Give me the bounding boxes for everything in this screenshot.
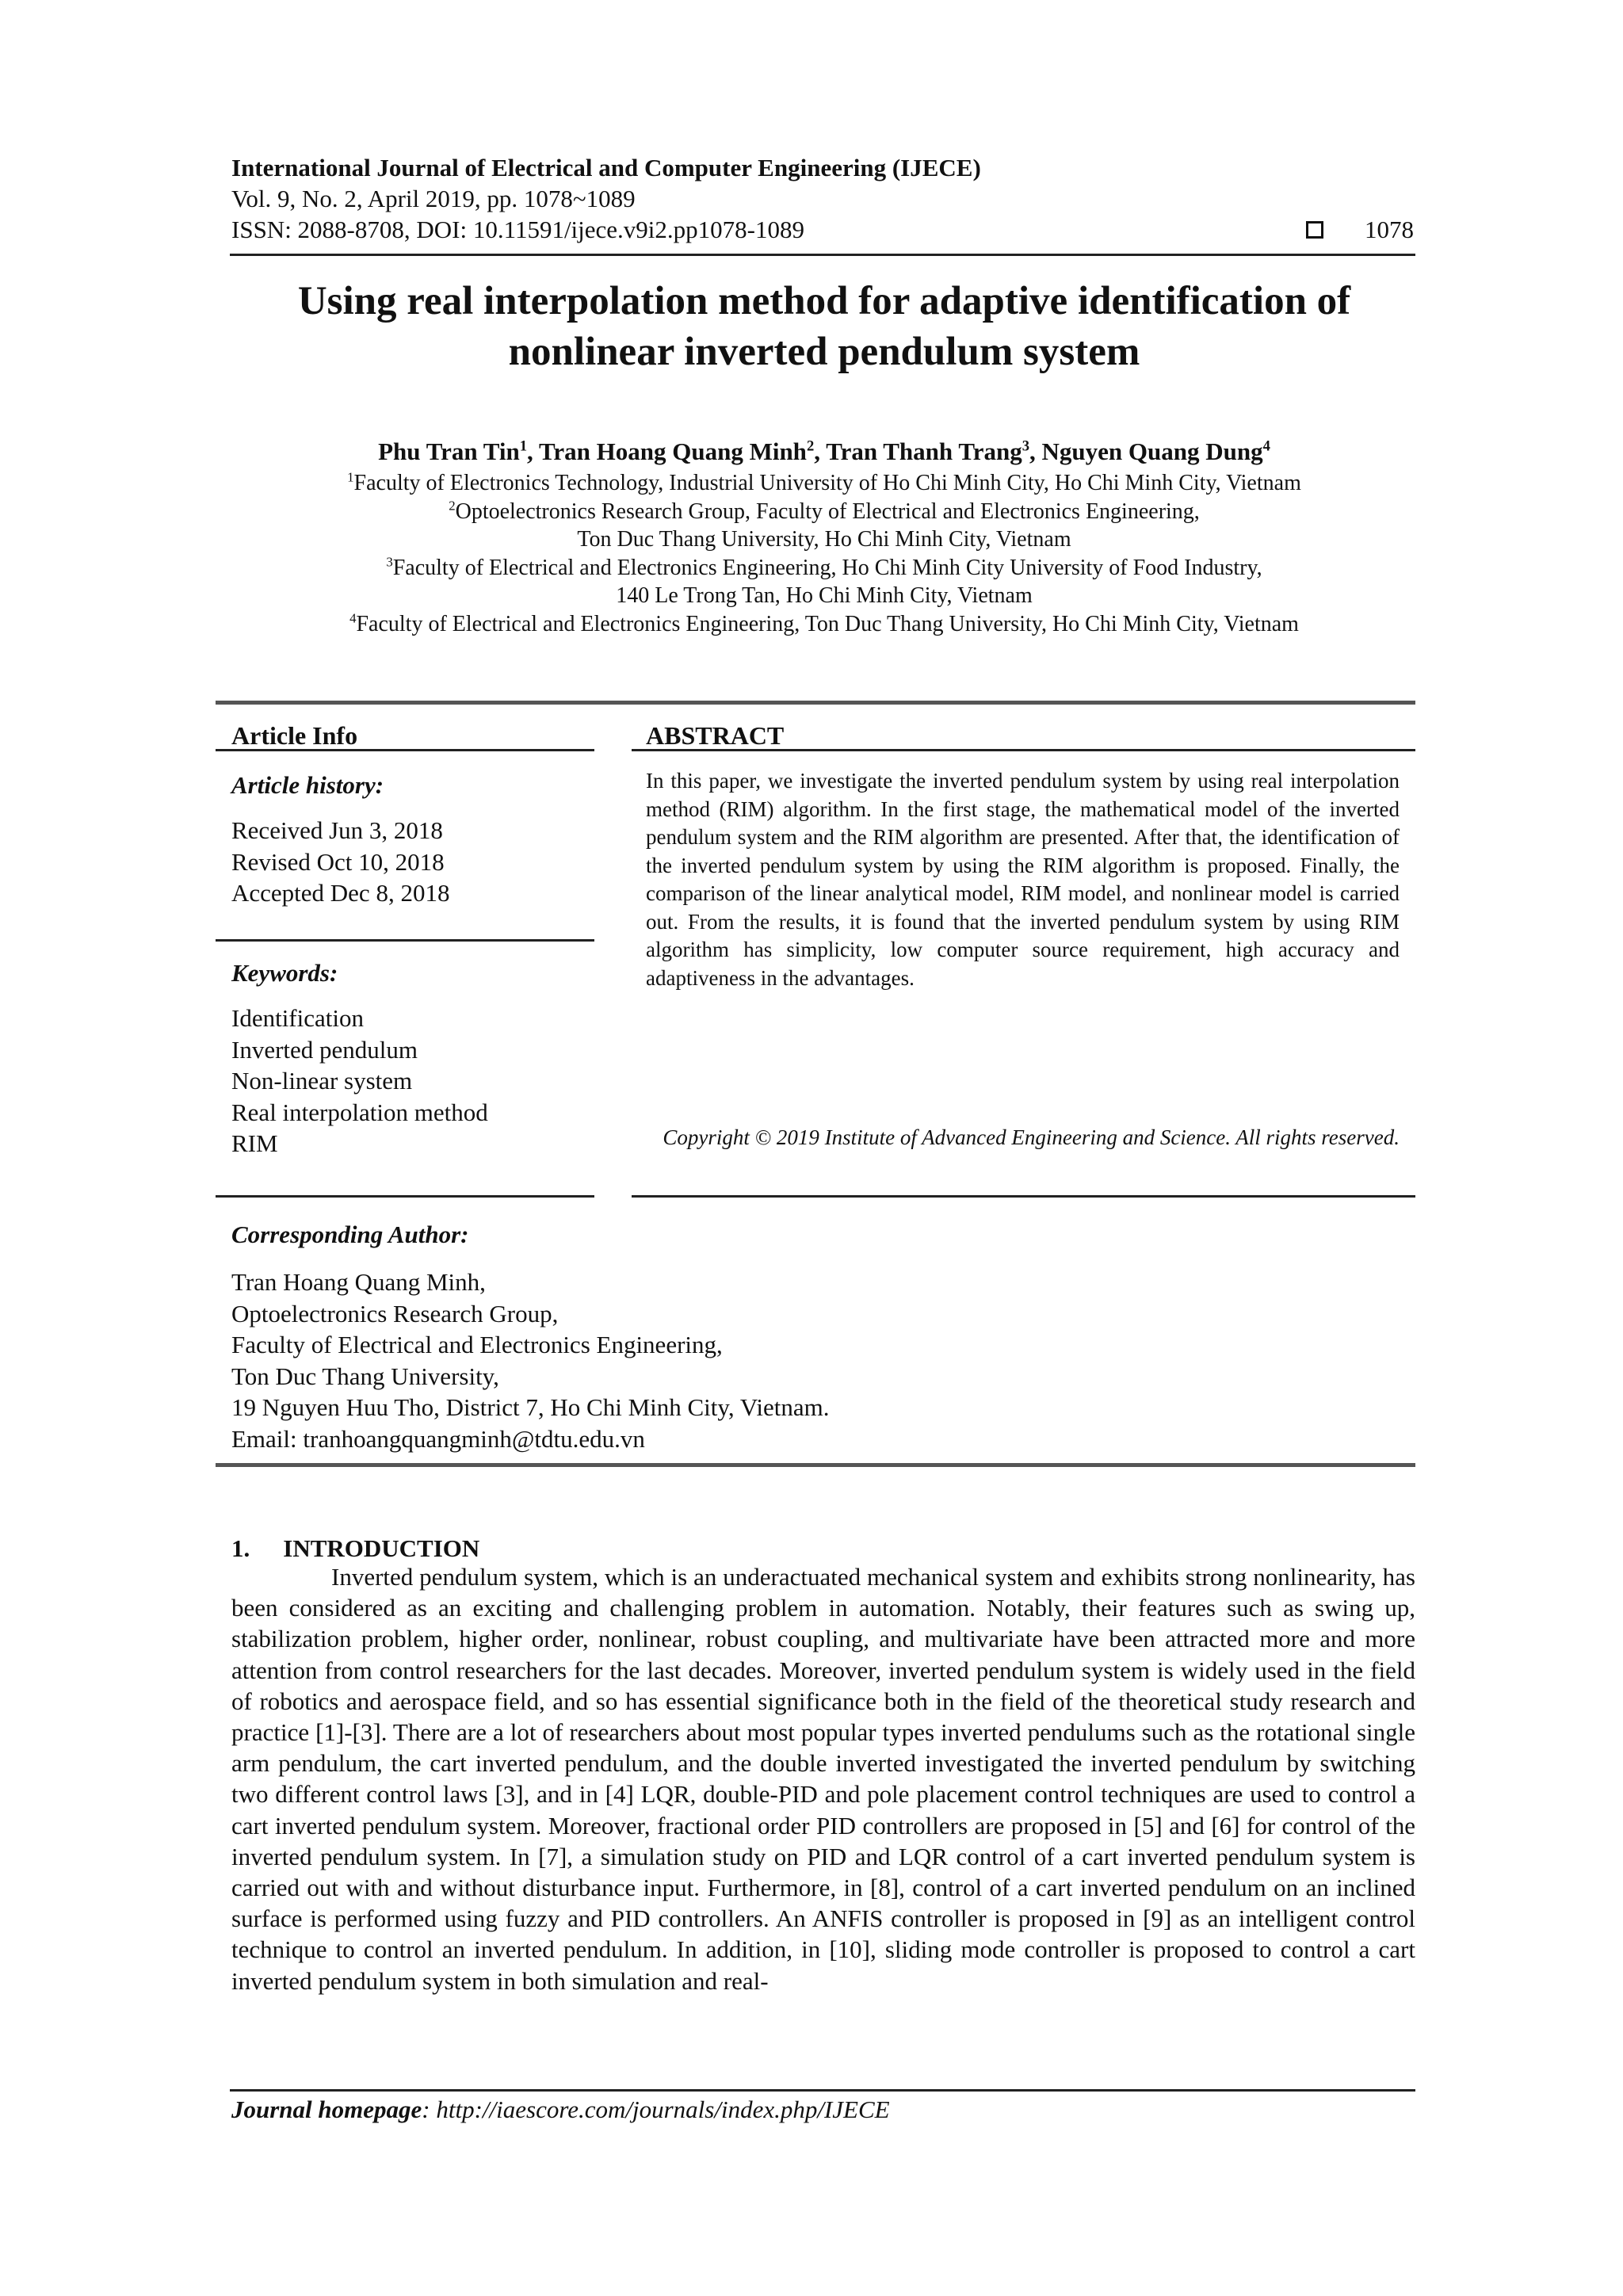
section-number: 1. (231, 1534, 250, 1562)
issn-doi: ISSN: 2088-8708, DOI: 10.11591/ijece.v9i2.pp1078-1089 (231, 216, 804, 243)
article-history-heading: Article history: (231, 771, 384, 799)
keyword: Real interpolation method (231, 1098, 488, 1126)
section-title: INTRODUCTION (283, 1534, 480, 1562)
abstract-body: In this paper, we investigate the inverted pendulum system by using real interpolation method (RIM) algorithm. In the first stage, the mathematical model of the inverted pendulum system and the RIM algorithm are presented. After that, the identification of the inverted pendulum system by using the RIM algorithm is proposed. Finally, the comparison of the linear analytical model, RIM model, and nonlinear model is carried out. From the results, it is found that the inverted pendulum system by using RIM algorithm has simplicity, low computer source requirement, high accuracy and adaptiveness in the advantages. (646, 769, 1400, 990)
author-mark: 1 (519, 437, 528, 455)
article-history (231, 815, 449, 909)
header-divider (230, 254, 1415, 256)
copyright-notice: Copyright © 2019 Institute of Advanced Engineering and Science. All rights reserved. (663, 1125, 1400, 1149)
info-bottom-rule (216, 1463, 1415, 1467)
abstract-bottom-rule (632, 1195, 1415, 1198)
checkbox-square-icon (1306, 221, 1323, 239)
keywords-bottom-rule (216, 1195, 594, 1198)
faculty-line: Faculty of Electrical and Electronics Engineering, (231, 1331, 723, 1358)
affiliation-line: $^2$Optoelectronics Research Group, Faculty of Electrical and Electronics Engineering, (449, 498, 1200, 524)
keyword: Non-linear system (231, 1067, 413, 1095)
article-info-heading: Article Info (231, 721, 358, 750)
accepted-date: Accepted Dec 8, 2018 (231, 879, 450, 907)
keyword: Inverted pendulum (231, 1035, 418, 1064)
author-list: Phu Tran Tin$^1$, Tran Hoang Quang Minh$^2$, Tran Thanh Trang$^3$, Nguyen Quang Dung$^4$ (378, 437, 1270, 465)
info-top-rule (216, 701, 1415, 705)
affiliation-list (158, 469, 1490, 638)
revised-date: Revised Oct 10, 2018 (231, 847, 445, 876)
title-line-2: nonlinear inverted pendulum system (508, 330, 1140, 374)
corresponding-author-heading: Corresponding Author: (231, 1221, 469, 1248)
author-mark: 2 (806, 437, 815, 455)
keyword-list (231, 1003, 488, 1159)
keywords-heading: Keywords: (231, 959, 338, 987)
affiliation-line: Ton Duc Thang University, Ho Chi Minh City, Vietnam (577, 527, 1071, 552)
author-name: Tran Thanh Trang (826, 437, 1022, 465)
journal-name: International Journal of Electrical and Computer Engineering (IJECE) (231, 154, 981, 181)
introduction-heading (231, 1534, 479, 1563)
history-keywords-divider (216, 939, 594, 942)
author-name: Phu Tran Tin (378, 437, 520, 465)
email-line: Email: tranhoangquangminh@tdtu.edu.vn (231, 1424, 645, 1453)
volume-info: Vol. 9, No. 2, April 2019, pp. 1078~1089 (231, 185, 636, 212)
author-mark: 4 (1262, 437, 1270, 455)
address-line: 19 Nguyen Huu Tho, District 7, Ho Chi Minh City, Vietnam. (231, 1393, 830, 1421)
author-mark: 3 (1022, 437, 1030, 455)
author-name-line: Tran Hoang Quang Minh, (231, 1268, 486, 1296)
introduction-body: Inverted pendulum system, which is an underactuated mechanical system and exhibits strong nonlinearity, has been considered as an exciting and challenging problem in automation. Notably, their features such as swing up, stabilization problem, higher order, nonlinear, robust coupling, and multivariate have been attracted more and more attention from control researchers for the last decades. Moreover, inverted pendulum system is widely used in the field of robotics and aerospace field, and so has essential significance both in the field of the theoretical study research and practice [1]-[3]. There are a lot of researchers about most popular types inverted pendulums such as the rotational single arm pendulum, the cart inverted pendulum, and the double inverted investigated the inverted pendulum by switching two different control laws [3], and in [4] LQR, double-PID and pole placement control techniques are used to control a cart inverted pendulum system. Moreover, fractional order PID controllers are proposed in [5] and [6] for control of the inverted pendulum system. In [7], a simulation study on PID and LQR control of a cart inverted pendulum system is carried out with and without disturbance input. Furthermore, in [8], control of a cart inverted pendulum on an inclined surface is performed using fuzzy and PID controllers. An ANFIS controller is proposed in [9] as an intelligent control technique to control an inverted pendulum. In addition, in [10], sliding mode controller is proposed to control a cart inverted pendulum system in both simulation and real- (231, 1563, 1415, 1995)
affiliation-line: $^1$Faculty of Electronics Technology, Industrial University of Ho Chi Minh City, Ho Chi Minh City, Vietnam (347, 469, 1301, 495)
author-name: Nguyen Quang Dung (1041, 437, 1263, 465)
journal-homepage (231, 2095, 890, 2124)
received-date: Received Jun 3, 2018 (231, 816, 443, 844)
affiliation-line: $^3$Faculty of Electrical and Electronics Engineering, Ho Chi Minh City University of Food Industry, (386, 554, 1262, 580)
author-name: Tran Hoang Quang Minh (539, 437, 807, 465)
footer-divider (230, 2089, 1415, 2092)
university-line: Ton Duc Thang University, (231, 1362, 499, 1390)
homepage-label: Journal homepage (231, 2095, 422, 2123)
abstract-heading: ABSTRACT (646, 721, 785, 750)
keyword: RIM (231, 1129, 278, 1157)
page-number: 1078 (1365, 216, 1414, 243)
keyword: Identification (231, 1004, 364, 1032)
homepage-url[interactable]: : http://iaescore.com/journals/index.php/IJECE (422, 2095, 890, 2123)
title-line-1: Using real interpolation method for adaptive identification of (297, 279, 1351, 323)
affiliation-line: 140 Le Trong Tan, Ho Chi Minh City, Vietnam (616, 583, 1033, 608)
affiliation-line: $^4$Faculty of Electrical and Electronics Engineering, Ton Duc Thang University, Ho Chi Minh City, Vietnam (349, 610, 1299, 636)
paper-title (158, 276, 1490, 377)
group-line: Optoelectronics Research Group, (231, 1299, 559, 1328)
corresponding-author-details (231, 1266, 829, 1454)
